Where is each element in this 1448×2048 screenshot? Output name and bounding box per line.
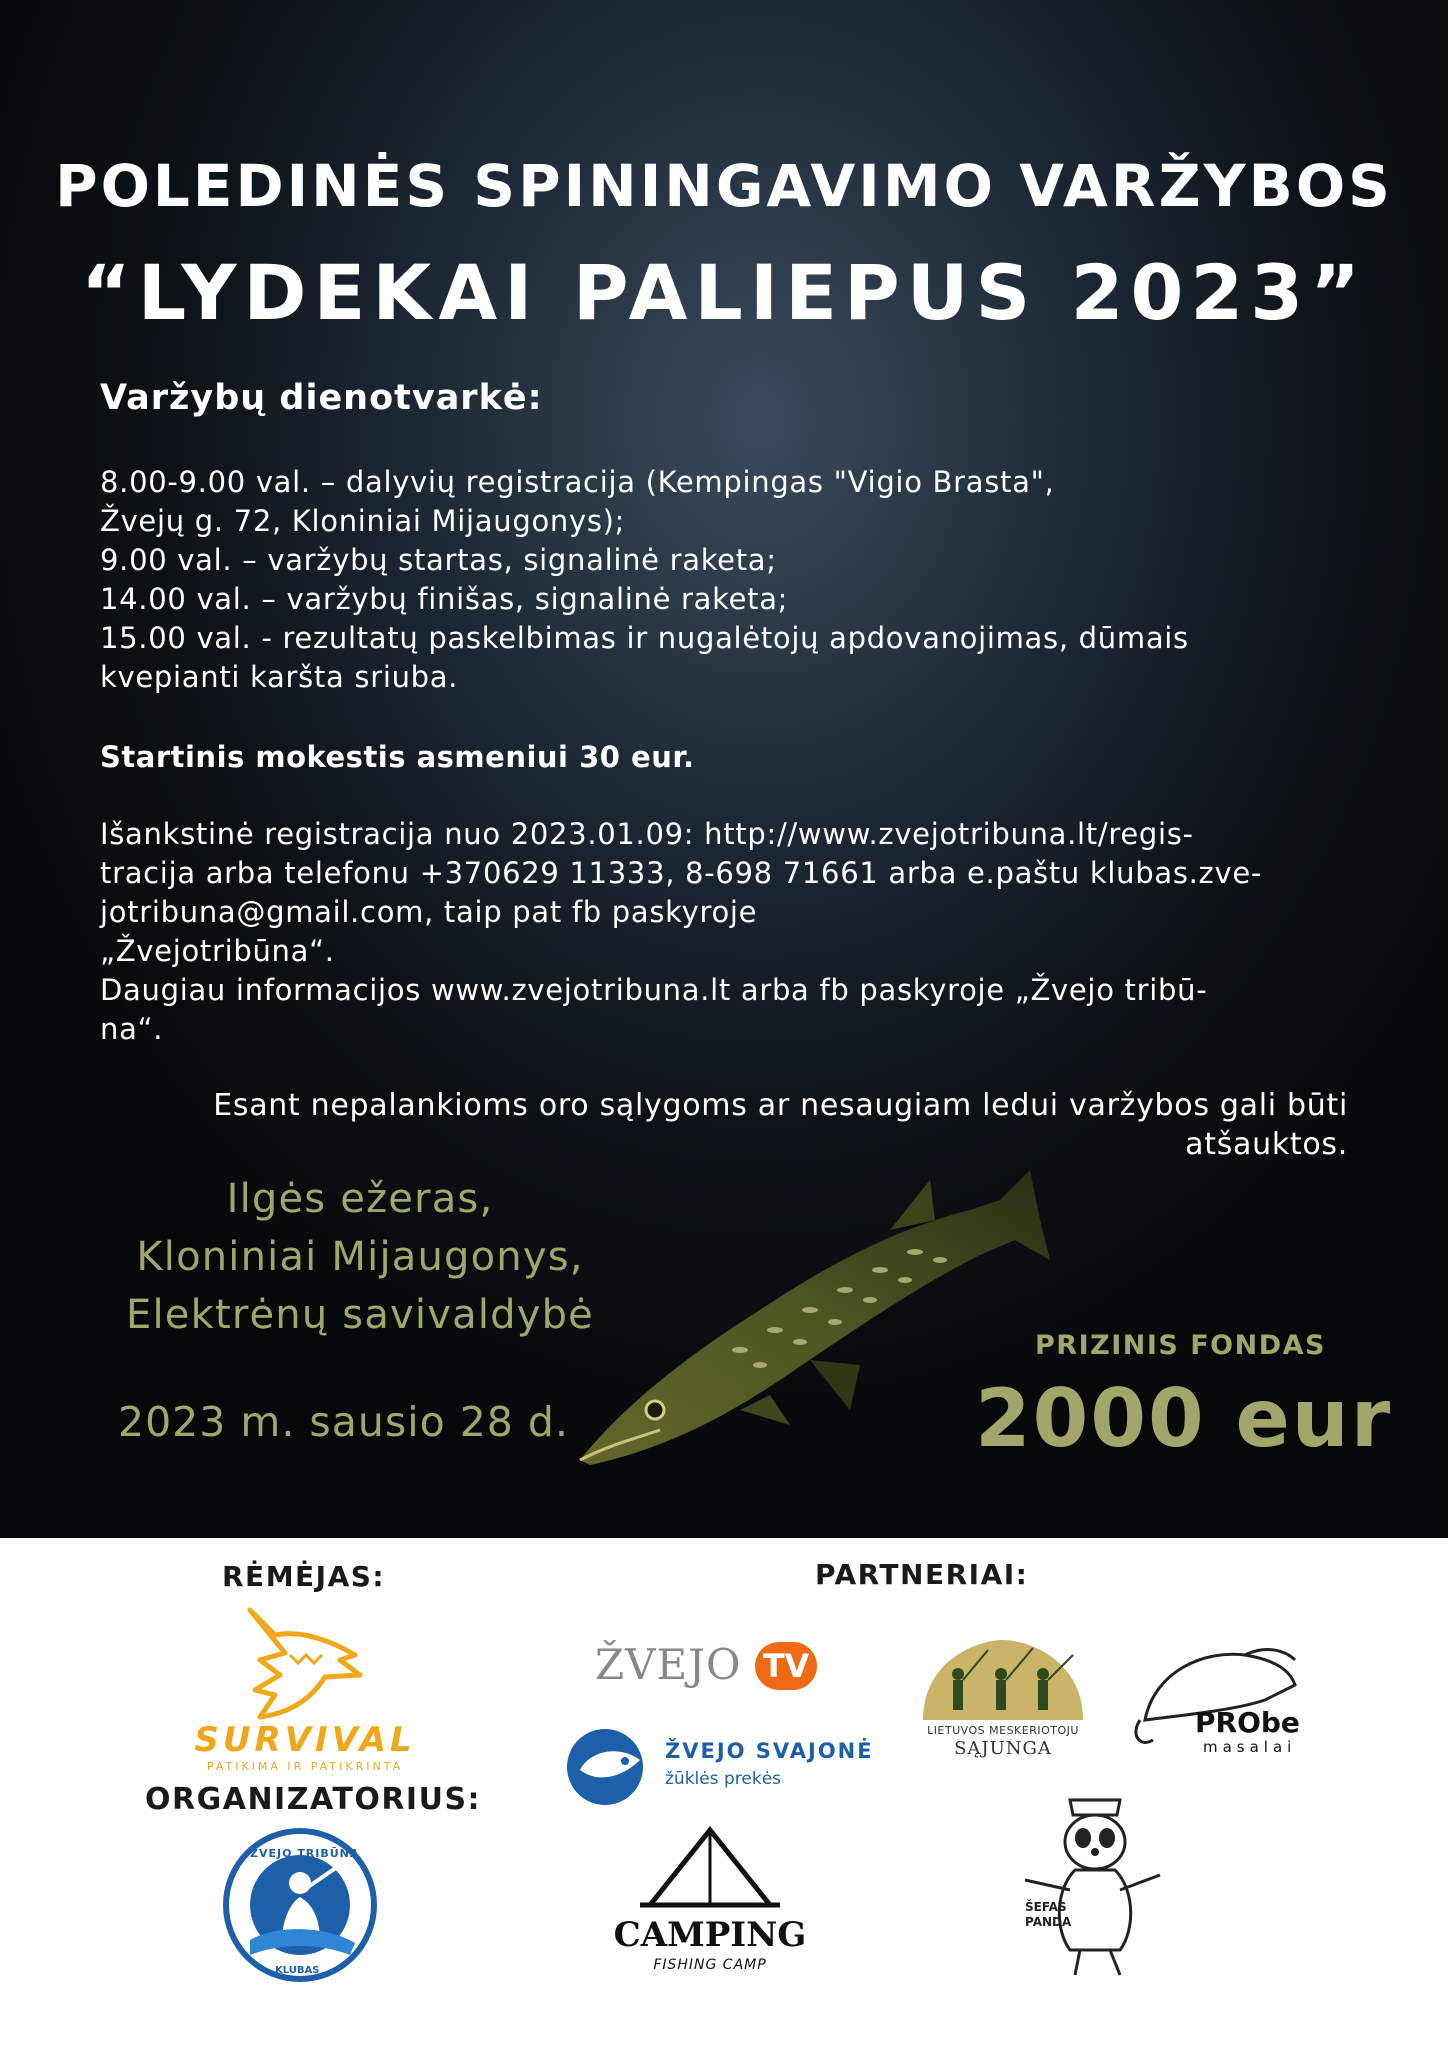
prize-fund-amount: 2000 eur (975, 1372, 1393, 1465)
probe-wordmark: PRObe (1195, 1706, 1300, 1739)
sponsor-label: RĖMĖJAS: (222, 1560, 386, 1593)
camping-wordmark: CAMPING (613, 1915, 807, 1955)
camping-subtitle: FISHING CAMP (653, 1957, 767, 1973)
probe-subtitle: masalai (1203, 1738, 1297, 1756)
survival-wordmark: SURVIVAL (194, 1720, 416, 1760)
poster-title: POLEDINĖS SPININGAVIMO VARŽYBOS (55, 152, 1393, 220)
schedule-line: 9.00 val. – varžybų startas, signalinė raketa; (100, 543, 777, 577)
svajone-subtitle: žūklės prekės (665, 1769, 782, 1789)
panda-name-2: PANDA (1025, 1915, 1072, 1929)
club-subtitle: KLUBAS (275, 1965, 320, 1976)
club-name: ŽVEJO TRIBŪNA (250, 1847, 360, 1860)
event-date: 2023 m. sausio 28 d. (118, 1398, 569, 1446)
registration-line: Daugiau informacijos www.zvejotribuna.lt arba fb paskyroje „Žvejo tribū- (100, 973, 1208, 1007)
probe-logo (1125, 1640, 1305, 1760)
warning-line: atšauktos. (1185, 1127, 1348, 1162)
weather-warning (48, 1086, 1348, 1164)
schedule-line: 14.00 val. – varžybų finišas, signalinė raketa; (100, 582, 789, 616)
lms-logo (918, 1640, 1088, 1760)
organizer-label: ORGANIZATORIUS: (145, 1782, 482, 1817)
prize-fund-label: PRIZINIS FONDAS (1035, 1330, 1326, 1361)
sefas-panda-logo (995, 1780, 1195, 1980)
location-line: Elektrėnų savivaldybė (125, 1292, 594, 1338)
registration-line: Išankstinė registracija nuo 2023.01.09: http://www.zvejotribuna.lt/regis- (100, 817, 1194, 851)
registration-line: „Žvejotribūna“. (100, 934, 335, 968)
registration-line: na“. (100, 1012, 164, 1046)
warning-line: Esant nepalankioms oro sąlygoms ar nesaugiam ledui varžybos gali būti (213, 1088, 1348, 1123)
schedule-line: Žvejų g. 72, Kloniniai Mijaugonys); (100, 504, 626, 538)
partners-label: PARTNERIAI: (815, 1558, 1029, 1591)
lms-name-2: SĄJUNGA (954, 1738, 1052, 1759)
registration-info (100, 815, 1360, 1049)
schedule-heading: Varžybų dienotvarkė: (100, 378, 543, 418)
location-line: Ilgės ežeras, (226, 1176, 494, 1222)
registration-line: tracija arba telefonu +370629 11333, 8-698 71661 arba e.paštu klubas.zve- (100, 856, 1263, 890)
entry-fee: Startinis mokestis asmeniui 30 eur. (100, 740, 695, 774)
schedule-list (100, 463, 1360, 697)
lms-name: LIETUVOS MESKERIOTOJU (927, 1724, 1079, 1737)
event-name: “LYDEKAI PALIEPUS 2023” (80, 248, 1368, 337)
location-line: Kloniniai Mijaugonys, (136, 1234, 584, 1280)
tent-icon (610, 1825, 810, 1915)
survival-logo (160, 1605, 450, 1775)
registration-line: jotribuna@gmail.com, taip pat fb paskyroje (100, 895, 758, 929)
zvejo-tv-wordmark: ŽVEJO (595, 1640, 742, 1689)
club-logo (220, 1825, 380, 1985)
panda-name-1: ŠEFAS (1025, 1900, 1067, 1914)
fish-icon (560, 1725, 655, 1810)
survival-tagline: PATIKIMA IR PATIKRINTA (206, 1760, 404, 1773)
zvejo-tv-logo (595, 1636, 825, 1696)
zvejo-svajone-logo (560, 1725, 874, 1815)
shark-icon (230, 1605, 370, 1720)
event-location (95, 1170, 625, 1344)
schedule-line: kvepianti karšta sriuba. (100, 660, 459, 694)
fishermen-icon (918, 1640, 1088, 1720)
schedule-line: 15.00 val. - rezultatų paskelbimas ir nugalėtojų apdovanojimas, dūmais (100, 621, 1189, 655)
camping-logo (610, 1825, 810, 1975)
zvejo-tv-badge: TV (755, 1642, 817, 1690)
panda-chef-icon (995, 1780, 1195, 1980)
svajone-title: ŽVEJO SVAJONĖ (665, 1739, 874, 1763)
schedule-line: 8.00-9.00 val. – dalyvių registracija (Kempingas "Vigio Brasta", (100, 465, 1055, 499)
